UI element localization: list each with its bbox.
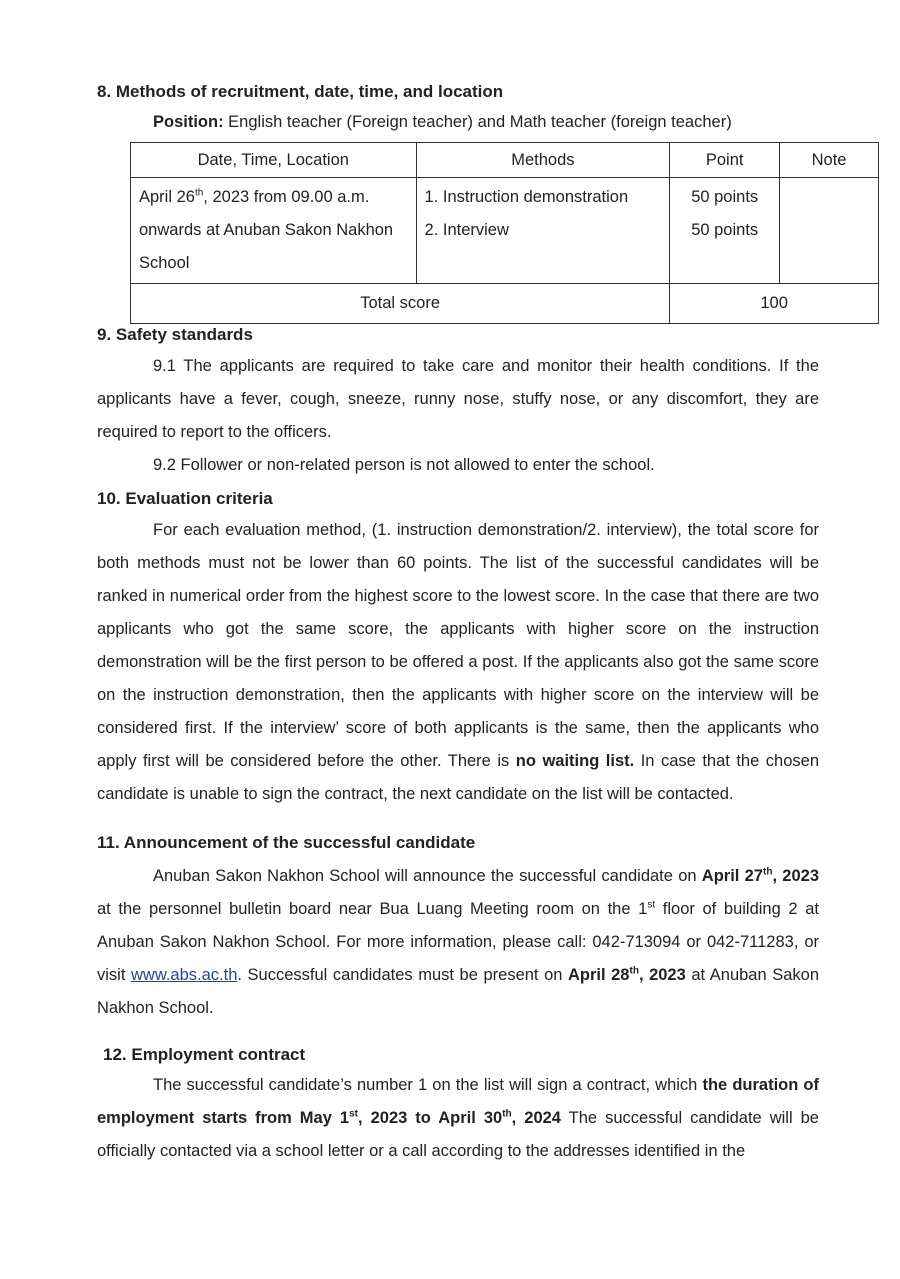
total-label: Total score [131,284,670,324]
note-cell [780,178,879,284]
date-cell: April 26th, 2023 from 09.00 a.m. onwards at Anuban Sakon Nakhon School [131,178,417,284]
methods-cell [416,178,670,284]
paragraph-9-1: 9.1 The applicants are required to take care and monitor their health conditions. If the applicants have a fever, cough, sneeze, runny nose, stuffy nose, or any discomfort, they are required to report to the officers. [97,357,819,441]
section-10-heading: 10. Evaluation criteria [97,489,273,508]
total-row [131,284,879,324]
position-label: Position: [153,113,224,131]
header-point: Point [670,143,780,178]
table-header-row [131,143,879,178]
header-methods: Methods [416,143,670,178]
section-12-heading: 12. Employment contract [103,1045,306,1064]
method-2: 2. Interview [424,221,509,239]
header-note: Note [780,143,879,178]
total-value: 100 [670,284,879,324]
method-1: 1. Instruction demonstration [424,188,629,206]
table-row [131,178,879,284]
paragraph-9-2: 9.2 Follower or non-related person is not allowed to enter the school. [153,456,655,474]
paragraph-11: Anuban Sakon Nakhon School will announce the successful candidate on April 27th, 2023 at the personnel bulletin board near Bua Luang Meeting room on the 1st floor of building 2 at Anuban Sakon Nakhon School. For more information, please call: 042-713094 or 042-711283, or visit www.abs.ac.th. Successful candidates must be present on April 28th, 2023 at Anuban Sakon Nakhon School. [97,866,820,1017]
section-8-heading: 8. Methods of recruitment, date, time, and location [97,82,504,101]
methods-table [130,142,879,324]
school-website-link[interactable]: www.abs.ac.th [130,966,238,984]
point-2: 50 points [691,221,759,239]
paragraph-10: For each evaluation method, (1. instruction demonstration/2. interview), the total score for both methods must not be lower than 60 points. The list of the successful candidates will be ranked in numerical order from the highest score to the lowest score. In the case that there are two applicants who got the same score, the applicants with higher score on the instruction demonstration will be the first person to be offered a post. If the applicants also got the same score on the instruction demonstration, then the applicants with higher score on the interview will be considered first. If the interview’ score of both applicants is the same, then the applicants who apply first will be considered before the other. There is no waiting list. In case that the chosen candidate is unable to sign the contract, the next candidate on the list will be contacted. [97,521,819,803]
points-cell [670,178,780,284]
position-line [153,113,732,132]
section-9-heading: 9. Safety standards [97,325,253,344]
position-text: English teacher (Foreign teacher) and Math teacher (foreign teacher) [228,113,732,131]
header-date: Date, Time, Location [131,143,417,178]
section-11-heading: 11. Announcement of the successful candidate [97,833,476,852]
point-1: 50 points [691,188,759,206]
paragraph-12: The successful candidate’s number 1 on the list will sign a contract, which the duration of employment starts from May 1st, 2023 to April 30th, 2024 The successful candidate will be officially contacted via a school letter or a call according to the addresses identified in the [97,1076,820,1160]
